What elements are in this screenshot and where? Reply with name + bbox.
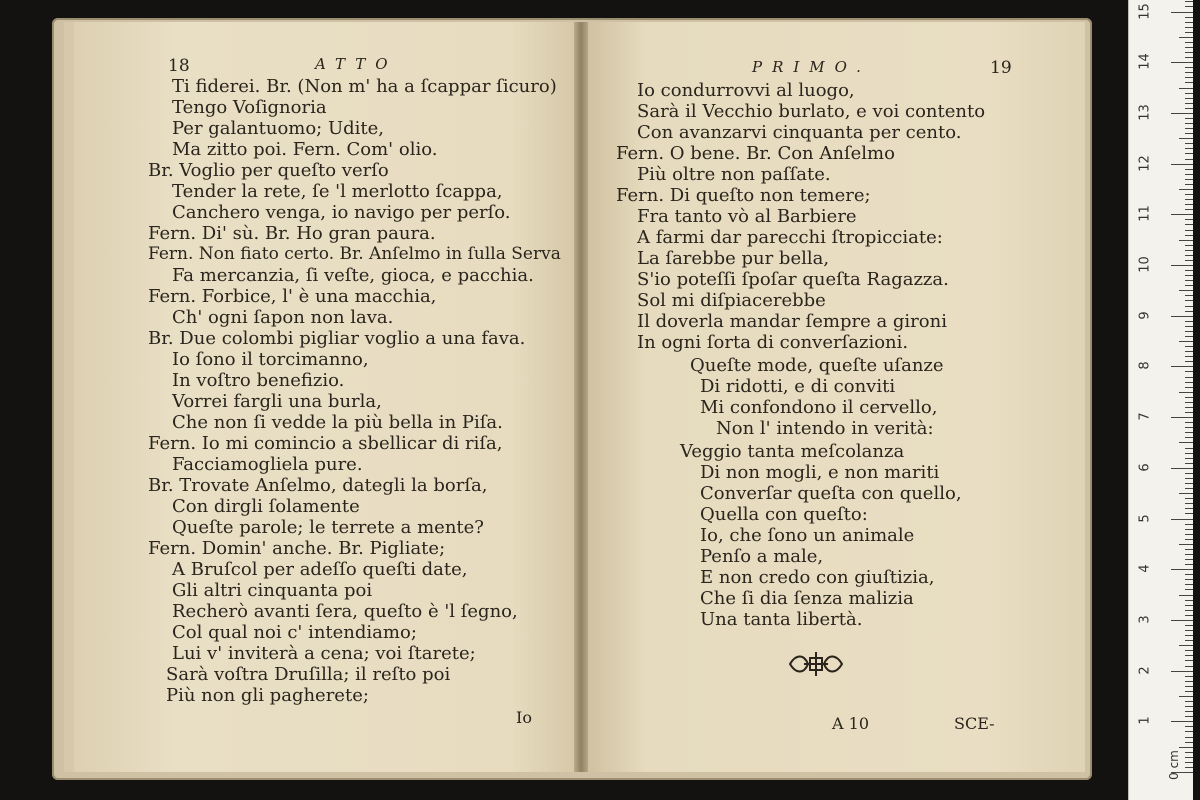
ruler-tick <box>1185 686 1193 687</box>
ruler-tick <box>1185 529 1193 530</box>
ruler-tick <box>1185 716 1193 717</box>
ruler-tick <box>1185 412 1193 413</box>
ruler-tick <box>1185 478 1193 479</box>
text-line: Canchero venga, io navigo per perſo. <box>172 202 511 223</box>
text-line: Gli altri cinquanta poi <box>172 580 373 601</box>
ruler-tick <box>1185 194 1193 195</box>
ruler-number: 15 <box>1137 2 1153 20</box>
text-line: S'io poteſſi ſpoſar queſta Ragazza. <box>637 269 949 290</box>
ruler-tick <box>1185 346 1193 347</box>
ruler-tick <box>1185 757 1193 758</box>
ruler-tick <box>1185 72 1193 73</box>
ruler-tick <box>1185 498 1193 499</box>
text-line: Più oltre non paſſate. <box>637 164 831 185</box>
ruler-tick <box>1185 437 1193 438</box>
ruler-tick <box>1179 645 1193 646</box>
text-line: Fern. Di queſto non temere; <box>616 185 871 206</box>
ruler-tick <box>1185 371 1193 372</box>
ruler-tick <box>1185 209 1193 210</box>
ruler-tick <box>1185 402 1193 403</box>
ruler-tick <box>1185 93 1193 94</box>
ruler-tick <box>1185 767 1193 768</box>
ruler-tick <box>1179 88 1193 89</box>
text-line: Recherò avanti ſera, queſto è 'l ſegno, <box>172 601 518 622</box>
ruler-number: 13 <box>1137 104 1153 121</box>
ruler-number: 3 <box>1137 615 1153 624</box>
ruler-tick <box>1185 159 1193 160</box>
ruler-tick <box>1185 666 1193 667</box>
ruler-tick <box>1185 204 1193 205</box>
ruler-tick <box>1185 356 1193 357</box>
ruler-tick <box>1185 77 1193 78</box>
ruler-tick <box>1185 584 1193 585</box>
ruler-tick <box>1171 620 1193 621</box>
ruler-number: 10 <box>1137 256 1153 273</box>
printer-ornament-icon <box>786 650 846 678</box>
ruler-tick <box>1185 448 1193 449</box>
ruler-tick <box>1185 676 1193 677</box>
ruler-tick <box>1179 544 1193 545</box>
text-line: Penſo a male, <box>700 546 824 567</box>
ruler-tick <box>1185 600 1193 601</box>
ruler-number: 2 <box>1137 665 1153 675</box>
text-line: Br. Due colombi pigliar voglio a una fava. <box>148 328 526 349</box>
ruler-tick <box>1185 285 1193 286</box>
ruler-tick <box>1185 280 1193 281</box>
text-line: Sarà voſtra Druſilla; il reſto poi <box>166 664 451 685</box>
ruler-tick <box>1185 1 1193 2</box>
text-line: In voſtro benefizio. <box>172 370 345 391</box>
text-line: Più non gli pagherete; <box>166 685 369 706</box>
ruler-tick <box>1185 179 1193 180</box>
ruler-tick <box>1171 62 1193 63</box>
ruler-tick <box>1185 473 1193 474</box>
ruler-tick <box>1185 752 1193 753</box>
right-catchword: SCE- <box>954 714 995 733</box>
ruler-tick <box>1185 691 1193 692</box>
ruler-tick <box>1179 392 1193 393</box>
ruler-tick <box>1185 711 1193 712</box>
ruler-tick <box>1185 549 1193 550</box>
ruler-tick <box>1185 275 1193 276</box>
text-line: Fern. Non fiato certo. Br. Anſelmo in ſulla Serva <box>148 244 561 264</box>
text-line: Fern. O bene. Br. Con Anſelmo <box>616 143 895 164</box>
text-line: Che non ſi vedde la più bella in Piſa. <box>172 412 503 433</box>
ruler-number: 14 <box>1137 53 1153 70</box>
ruler-tick <box>1185 534 1193 535</box>
ruler-tick <box>1185 483 1193 484</box>
ruler-tick <box>1185 508 1193 509</box>
ruler-tick <box>1185 17 1193 18</box>
ruler-tick <box>1171 671 1193 672</box>
ruler-tick <box>1185 306 1193 307</box>
ruler-tick <box>1185 255 1193 256</box>
measurement-ruler <box>1128 0 1193 800</box>
ruler-tick <box>1171 316 1193 317</box>
ruler-tick <box>1185 300 1193 301</box>
text-line: Fa mercanzia, ſi veſte, gioca, e pacchia. <box>172 265 534 286</box>
ruler-number: 5 <box>1137 513 1153 523</box>
ruler-tick <box>1185 295 1193 296</box>
text-line: Ti fiderei. Br. (Non m' ha a ſcappar ſicuro) <box>172 76 557 97</box>
text-line: Fern. Forbice, l' è una macchia, <box>148 286 437 307</box>
text-line: Facciamogliela pure. <box>172 454 363 475</box>
ruler-tick <box>1185 463 1193 464</box>
ruler-tick <box>1185 731 1193 732</box>
ruler-tick <box>1185 82 1193 83</box>
ruler-tick <box>1179 493 1193 494</box>
text-line: Sarà il Vecchio burlato, e voi contento <box>637 101 986 122</box>
text-line: Con dirgli ſolamente <box>172 496 360 517</box>
ruler-tick <box>1185 589 1193 590</box>
text-line: Non l' intendo in verità: <box>716 418 934 439</box>
ruler-tick <box>1185 331 1193 332</box>
ruler-number: 12 <box>1137 154 1153 172</box>
ruler-tick <box>1179 595 1193 596</box>
text-line: Queſte mode, queſte uſanze <box>690 355 944 376</box>
text-line: Mi confondono il cervello, <box>700 397 938 418</box>
ruler-tick <box>1185 377 1193 378</box>
ruler-tick <box>1185 407 1193 408</box>
ruler-tick <box>1185 351 1193 352</box>
ruler-tick <box>1185 32 1193 33</box>
ruler-tick <box>1185 539 1193 540</box>
ruler-tick <box>1185 737 1193 738</box>
ruler-tick <box>1185 432 1193 433</box>
text-line: Vorrei fargli una burla, <box>172 391 382 412</box>
ruler-tick <box>1185 148 1193 149</box>
ruler-tick <box>1185 453 1193 454</box>
text-line: Io, che ſono un animale <box>700 525 915 546</box>
ruler-number: 4 <box>1137 564 1153 573</box>
ruler-tick <box>1179 240 1193 241</box>
right-page-number: 19 <box>990 58 1012 78</box>
ruler-unit-label: 0 cm <box>1166 750 1181 780</box>
ruler-tick <box>1171 721 1193 722</box>
left-catchword: Io <box>516 708 532 727</box>
ruler-tick <box>1185 422 1193 423</box>
text-line: Lui v' inviterà a cena; voi ſtarete; <box>172 643 476 664</box>
ruler-tick <box>1185 311 1193 312</box>
ruler-tick <box>1185 22 1193 23</box>
ruler-tick <box>1185 224 1193 225</box>
ruler-tick <box>1185 655 1193 656</box>
text-line: Br. Trovate Anſelmo, dategli la borſa, <box>148 475 488 496</box>
text-line: E non credo con giuſtizia, <box>700 567 935 588</box>
ruler-tick <box>1185 169 1193 170</box>
signature-mark: A 10 <box>832 714 869 733</box>
ruler-tick <box>1185 397 1193 398</box>
ruler-tick <box>1185 488 1193 489</box>
ruler-tick <box>1185 615 1193 616</box>
ruler-tick <box>1185 650 1193 651</box>
text-line: Queſte parole; le terrete a mente? <box>172 517 484 538</box>
text-line: Io ſono il torcimanno, <box>172 349 369 370</box>
ruler-tick <box>1185 235 1193 236</box>
ruler-tick <box>1179 341 1193 342</box>
text-line: Quella con queſto: <box>700 504 868 525</box>
ruler-tick <box>1185 47 1193 48</box>
ruler-tick <box>1179 442 1193 443</box>
ruler-tick <box>1171 113 1193 114</box>
ruler-tick <box>1185 67 1193 68</box>
ruler-tick <box>1185 103 1193 104</box>
ruler-tick <box>1185 503 1193 504</box>
ruler-tick <box>1185 321 1193 322</box>
ruler-tick <box>1185 762 1193 763</box>
ruler-tick <box>1185 458 1193 459</box>
ruler-tick <box>1179 138 1193 139</box>
ruler-tick <box>1185 108 1193 109</box>
ruler-tick <box>1185 554 1193 555</box>
text-line: Che ſi dia ſenza malizia <box>700 588 914 609</box>
ruler-tick <box>1171 164 1193 165</box>
text-line: Fern. Domin' anche. Br. Pigliate; <box>148 538 446 559</box>
ruler-tick <box>1185 123 1193 124</box>
ruler-number: 1 <box>1137 716 1153 725</box>
ruler-tick <box>1185 726 1193 727</box>
text-line: Fra tanto vò al Barbiere <box>637 206 857 227</box>
ruler-tick <box>1185 326 1193 327</box>
ruler-number: 8 <box>1137 361 1153 371</box>
text-line: Ma zitto poi. Fern. Com' olio. <box>172 139 438 160</box>
ruler-tick <box>1185 270 1193 271</box>
ruler-number: 9 <box>1137 311 1153 320</box>
ruler-tick <box>1185 630 1193 631</box>
ruler-number: 7 <box>1137 412 1153 421</box>
ruler-tick <box>1185 382 1193 383</box>
ruler-tick <box>1171 366 1193 367</box>
ruler-tick <box>1171 214 1193 215</box>
text-line: Con avanzarvi cinquanta per cento. <box>637 122 962 143</box>
ruler-tick <box>1185 361 1193 362</box>
text-line: Tengo Voſignoria <box>172 97 327 118</box>
ruler-tick <box>1185 742 1193 743</box>
ruler-tick <box>1185 427 1193 428</box>
text-line: In ogni ſorta di converſazioni. <box>637 332 909 353</box>
ruler-tick <box>1185 199 1193 200</box>
ruler-tick <box>1179 37 1193 38</box>
ruler-tick <box>1185 52 1193 53</box>
ruler-tick <box>1185 635 1193 636</box>
text-line: Una tanta libertà. <box>700 609 863 630</box>
ruler-tick <box>1185 128 1193 129</box>
text-line: A Bruſcol per adeſſo queſti date, <box>172 559 468 580</box>
ruler-tick <box>1185 250 1193 251</box>
ruler-tick <box>1185 118 1193 119</box>
text-line: Ch' ogni ſapon non lava. <box>172 307 394 328</box>
ruler-tick <box>1171 519 1193 520</box>
text-line: Tender la rete, ſe 'l merlotto ſcappa, <box>172 181 503 202</box>
ruler-tick <box>1185 133 1193 134</box>
ruler-tick <box>1185 701 1193 702</box>
text-line: Br. Voglio per queſto verſo <box>148 160 389 181</box>
ruler-tick <box>1185 524 1193 525</box>
ruler-number: 6 <box>1137 463 1153 472</box>
ruler-tick <box>1171 265 1193 266</box>
text-line: A farmi dar parecchi ſtropicciate: <box>637 227 943 248</box>
ruler-tick <box>1179 189 1193 190</box>
ruler-tick <box>1171 12 1193 13</box>
ruler-tick <box>1185 706 1193 707</box>
text-line: Fern. Io mi comincio a sbellicar di riſa, <box>148 433 503 454</box>
ruler-tick <box>1171 569 1193 570</box>
ruler-tick <box>1185 387 1193 388</box>
ruler-tick <box>1185 610 1193 611</box>
ruler-number: 11 <box>1137 205 1153 223</box>
ruler-tick <box>1185 605 1193 606</box>
ruler-tick <box>1185 98 1193 99</box>
ruler-tick <box>1185 245 1193 246</box>
ruler-tick <box>1185 574 1193 575</box>
ruler-tick <box>1185 660 1193 661</box>
ruler-tick <box>1171 417 1193 418</box>
text-line: Di ridotti, e di conviti <box>700 376 896 397</box>
text-line: Converſar queſta con quello, <box>700 483 962 504</box>
text-line: Sol mi diſpiacerebbe <box>637 290 826 311</box>
ruler-tick <box>1185 57 1193 58</box>
ruler-tick <box>1185 564 1193 565</box>
text-line: Io condurrovvi al luogo, <box>637 80 855 101</box>
ruler-tick <box>1185 42 1193 43</box>
text-line: Per galantuomo; Udite, <box>172 118 385 139</box>
ruler-tick <box>1185 153 1193 154</box>
text-line: Fern. Di' sù. Br. Ho gran paura. <box>148 223 436 244</box>
right-running-head: PRIMO. <box>752 58 871 76</box>
text-line: Il doverla mandar ſempre a gironi <box>637 311 947 332</box>
ruler-tick <box>1185 559 1193 560</box>
ruler-tick <box>1185 640 1193 641</box>
ruler-tick <box>1179 696 1193 697</box>
ruler-tick <box>1185 174 1193 175</box>
ruler-tick <box>1185 625 1193 626</box>
ruler-tick <box>1185 681 1193 682</box>
text-line: Veggio tanta meſcolanza <box>680 441 905 462</box>
ruler-tick <box>1185 336 1193 337</box>
left-running-head: ATTO <box>315 55 398 73</box>
text-line: Di non mogli, e non mariti <box>700 462 940 483</box>
ruler-tick <box>1185 143 1193 144</box>
ruler-tick <box>1185 579 1193 580</box>
text-line: Col qual noi c' intendiamo; <box>172 622 417 643</box>
ruler-tick <box>1185 260 1193 261</box>
ruler-tick <box>1185 27 1193 28</box>
ruler-tick <box>1185 184 1193 185</box>
ruler-tick <box>1179 290 1193 291</box>
ruler-tick <box>1179 747 1193 748</box>
ruler-tick <box>1171 468 1193 469</box>
text-line: La ſarebbe pur bella, <box>637 248 830 269</box>
ruler-tick <box>1185 219 1193 220</box>
book-gutter <box>574 22 588 772</box>
ruler-tick <box>1185 513 1193 514</box>
ruler-tick <box>1185 6 1193 7</box>
ruler-tick <box>1185 230 1193 231</box>
left-page-number: 18 <box>168 56 190 76</box>
